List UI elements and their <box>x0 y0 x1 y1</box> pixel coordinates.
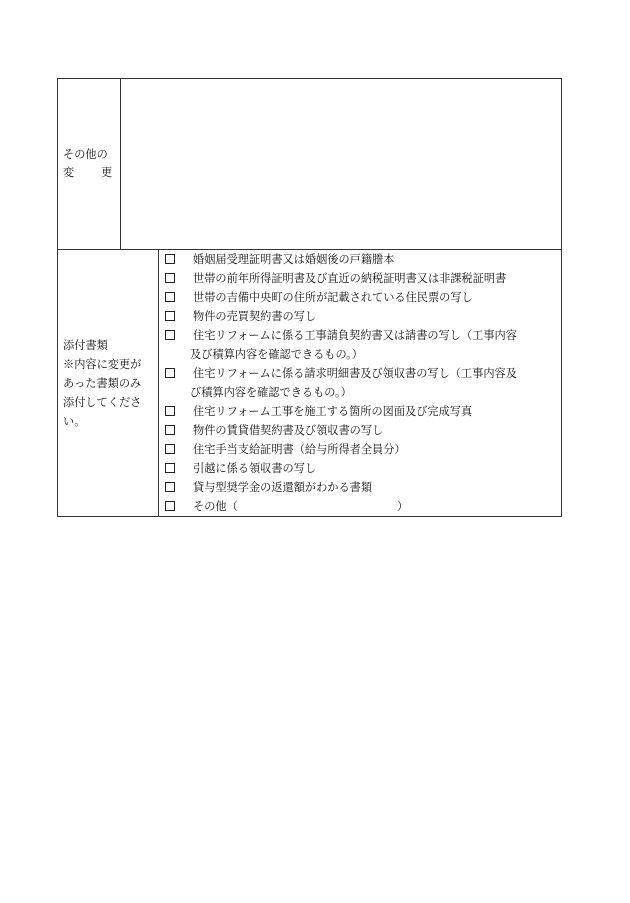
checklist-item-text: 住宅リフォームに係る請求明細書及び領収書の写し（工事内容及 <box>193 367 517 380</box>
attachments-label-line: 添付書類 <box>63 339 108 352</box>
checklist-item-text: 引越に係る領収書の写し <box>193 462 317 475</box>
checklist-item-text: 婚姻届受理証明書又は婚姻後の戸籍謄本 <box>193 253 395 266</box>
checklist-item <box>165 421 383 440</box>
checklist-item <box>165 478 372 497</box>
checklist-item-text: 住宅リフォーム工事を施工する箇所の図面及び完成写真 <box>193 405 473 418</box>
checklist-item <box>165 364 517 383</box>
checklist-item-continuation: び積算内容を確認できるもの。） <box>190 386 352 399</box>
other-close-paren: ） <box>397 500 409 513</box>
checklist-item <box>165 402 472 421</box>
checklist-item-text: 世帯の前年所得証明書及び直近の納税証明書又は非課税証明書 <box>193 272 507 285</box>
checkbox[interactable] <box>165 254 175 264</box>
other-specify-field[interactable] <box>210 498 395 515</box>
table-border-left <box>57 78 58 517</box>
checkbox[interactable] <box>165 444 175 454</box>
table-border-top <box>57 78 562 79</box>
attachments-label-line: 添付してくださ <box>63 396 142 409</box>
checklist-item <box>165 288 473 307</box>
checklist-item <box>165 326 517 345</box>
checkbox[interactable] <box>165 482 175 492</box>
table-border-right <box>561 78 562 517</box>
attachments-label-line: い。 <box>63 415 86 428</box>
checklist-item-text: 物件の売買契約書の写し <box>193 310 317 323</box>
other-change-field[interactable] <box>122 80 560 248</box>
attachments-label-line: ※内容に変更が <box>63 358 142 371</box>
checklist-item-text: 住宅リフォームに係る工事請負契約書又は請書の写し（工事内容 <box>193 329 517 342</box>
checklist-item <box>165 307 316 326</box>
checkbox[interactable] <box>165 463 175 473</box>
attachments-label-line: あった書類のみ <box>63 377 142 390</box>
checklist-item <box>165 459 316 478</box>
checkbox[interactable] <box>165 292 175 302</box>
table-border-bottom <box>57 516 562 517</box>
checklist-item <box>165 269 506 288</box>
checkbox[interactable] <box>165 273 175 283</box>
checklist-item-text: 物件の賃貸借契約書及び領収書の写し <box>193 424 384 437</box>
other-change-label-char2: 更 <box>101 166 113 179</box>
checkbox[interactable] <box>165 368 175 378</box>
checklist-item-text: その他（ <box>193 500 238 513</box>
checkbox[interactable] <box>165 330 175 340</box>
checklist-item-text: 住宅手当支給証明書（給与所得者全員分） <box>193 443 406 456</box>
other-change-label-char1: 変 <box>63 166 75 179</box>
checklist-item <box>165 440 406 459</box>
checklist-item-text: 世帯の吉備中央町の住所が記載されている住民票の写し <box>193 291 473 304</box>
checklist-item-continuation: 及び積算内容を確認できるもの。） <box>190 348 363 361</box>
other-change-label-line1: その他の <box>63 148 108 161</box>
checkbox[interactable] <box>165 425 175 435</box>
checklist-item <box>165 250 394 269</box>
checkbox[interactable] <box>165 406 175 416</box>
checkbox[interactable] <box>165 311 175 321</box>
checklist-item-text: 貸与型奨学金の返還額がわかる書類 <box>193 481 373 494</box>
checkbox[interactable] <box>165 501 175 511</box>
column-divider-top <box>120 78 121 250</box>
column-divider-bottom <box>158 249 159 517</box>
